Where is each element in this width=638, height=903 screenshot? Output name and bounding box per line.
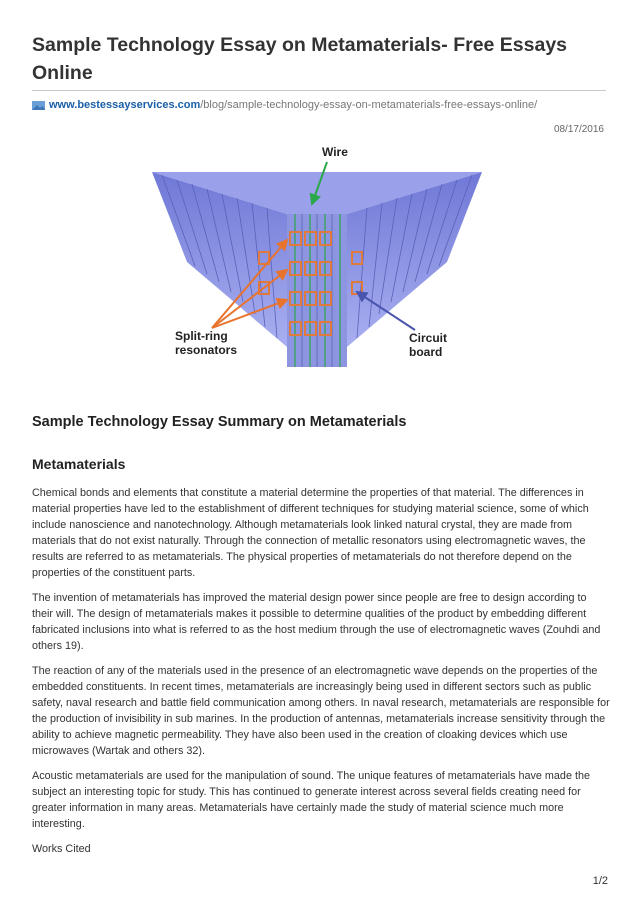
paragraph: The invention of metamaterials has improved the material design power since people are free to design according to their will. The design of metamaterials makes it possible to determine qualities of the product by embedding different fabricated inclusions into what is referred to as the host medium through the use of electromagnetic waves (Zouhdi and others 19). <box>32 592 601 652</box>
source-domain[interactable]: www.bestessayservices.com <box>49 99 201 111</box>
metamaterial-figure <box>147 142 487 374</box>
summary-heading: Sample Technology Essay Summary on Metamaterials <box>32 414 407 430</box>
article-body <box>32 485 610 866</box>
svg-text:resonators: resonators <box>175 343 238 357</box>
svg-text:Circuit: Circuit <box>409 331 448 345</box>
source-link[interactable] <box>32 99 537 111</box>
page-number: 1/2 <box>592 875 608 887</box>
page-title: Sample Technology Essay on Metamaterials- Free Essays Online <box>32 34 568 84</box>
svg-text:Wire: Wire <box>322 145 348 159</box>
svg-text:board: board <box>409 345 443 359</box>
site-favicon-icon <box>32 101 45 110</box>
works-cited-label: Works Cited <box>32 843 91 855</box>
publish-date: 08/17/2016 <box>553 124 604 135</box>
paragraph: Chemical bonds and elements that constitute a material determine the properties of that material. The differences in material properties have led to the establishment of different techniques for studying material science, some of which include nanoscience and nanotechnology. Although metamaterials look linked natural crystal, they are made from materials that do not exist naturally. Through the connection of metallic resonators using electromagnetic waves, the results are referred to as metamaterials. The physical properties of metamaterials do not therefore depend on the properties of the constituent parts. <box>32 487 589 579</box>
paragraph: The reaction of any of the materials used in the presence of an electromagnetic wave depends on the properties of the embedded constituents. In recent times, metamaterials are increasingly being used in different sectors such as public safety, naval research and battle field communication among others. In naval research, metamaterials are responsible for the production of invisibility in sub marines. In the production of antennas, metamaterials increase sensitivity through the ability to achieve magnetic permeability. They have also been used in the creation of cloaking devices which use microwaves (Wartak and others 32). <box>32 665 610 757</box>
svg-text:Split-ring: Split-ring <box>175 329 228 343</box>
title-divider <box>32 90 606 91</box>
source-path[interactable]: /blog/sample-technology-essay-on-metamaterials-free-essays-online/ <box>200 99 538 111</box>
paragraph: Acoustic metamaterials are used for the manipulation of sound. The unique features of metamaterials have made the subject an interesting topic for study. This has continued to generate interest across several fields creating need for greater information in many areas. Metamaterials have certainly made the study of material science much more interesting. <box>32 770 590 830</box>
section-heading: Metamaterials <box>32 456 126 472</box>
